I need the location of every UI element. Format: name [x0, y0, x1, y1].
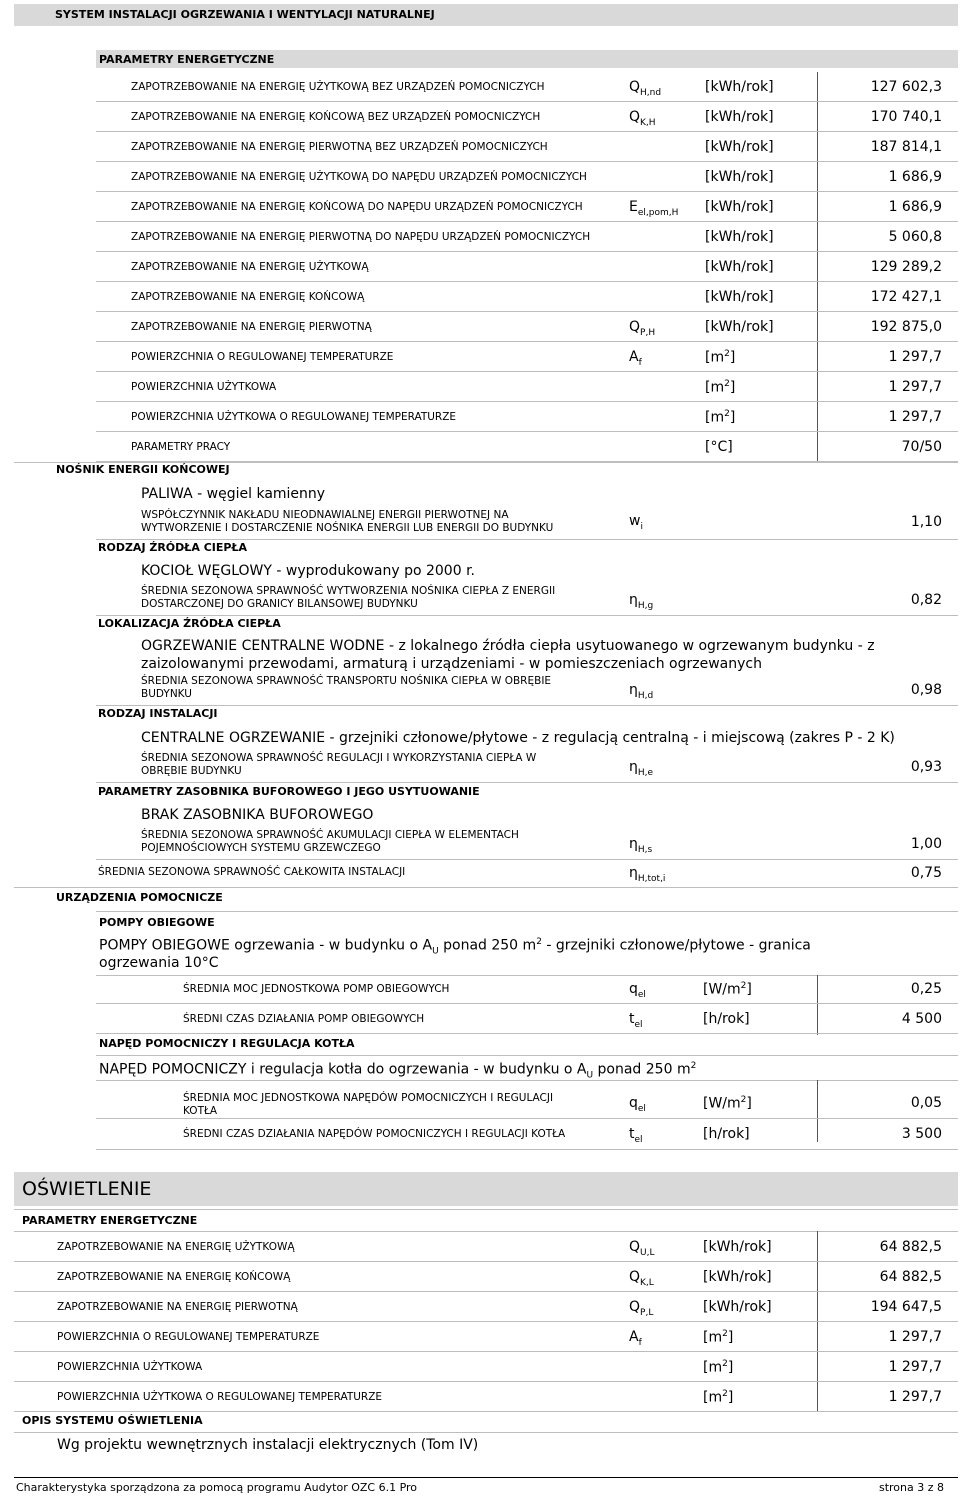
param-label: ZAPOTRZEBOWANIE NA ENERGIĘ KOŃCOWĄ [131, 291, 365, 303]
row-rule [14, 1381, 958, 1382]
eta-s-symbol: $\eta_{H,s}$ [629, 836, 653, 855]
param-label: POWIERZCHNIA UŻYTKOWA [57, 1361, 203, 1373]
param-unit: [kWh/rok] [705, 109, 774, 125]
eta-tot-label: ŚREDNIA SEZONOWA SPRAWNOŚĆ CAŁKOWITA INSTALACJI [98, 866, 406, 878]
param-unit: [h/rok] [703, 1011, 750, 1027]
param-symbol: $Q_{P,L}$ [629, 1299, 654, 1318]
wi-value: 1,10 [910, 514, 942, 530]
param-unit: $[W/m^2]$ [703, 981, 752, 998]
param-label: POWIERZCHNIA UŻYTKOWA O REGULOWANEJ TEMPERATURZE [57, 1391, 383, 1403]
buffer-text: BRAK ZASOBNIKA BUFOROWEGO [141, 807, 374, 823]
param-symbol: $Q_{P,H}$ [629, 319, 656, 338]
param-symbol: $Q_{U,L}$ [629, 1239, 655, 1258]
param-value: 3 500 [901, 1126, 942, 1142]
source-text: KOCIOŁ WĘGLOWY - wyprodukowany po 2000 r. [141, 563, 475, 579]
row-rule [96, 539, 958, 540]
eta-g-value: 0,82 [910, 592, 942, 608]
param-symbol: $A_f$ [629, 1329, 642, 1348]
param-value: 127 602,3 [870, 79, 942, 95]
param-label: ZAPOTRZEBOWANIE NA ENERGIĘ UŻYTKOWĄ [57, 1241, 295, 1253]
row-rule [14, 1351, 958, 1352]
eta-e-symbol: $\eta_{H,e}$ [629, 759, 654, 778]
param-value: 129 289,2 [870, 259, 942, 275]
param-label: ZAPOTRZEBOWANIE NA ENERGIĘ KOŃCOWĄ [57, 1271, 291, 1283]
param-unit: [°C] [705, 439, 733, 455]
row-rule [14, 1291, 958, 1292]
row-rule [96, 341, 958, 342]
param-label: ZAPOTRZEBOWANIE NA ENERGIĘ KOŃCOWĄ BEZ URZĄDZEŃ POMOCNICZYCH [131, 111, 541, 123]
param-unit: $[m^2]$ [703, 1389, 734, 1406]
pumps-header: POMPY OBIEGOWE [99, 916, 215, 929]
row-rule [14, 1261, 958, 1262]
row-rule [96, 101, 958, 102]
table-divider [817, 1080, 818, 1142]
param-label: ZAPOTRZEBOWANIE NA ENERGIĘ PIERWOTNĄ [57, 1301, 298, 1313]
eta-tot-value: 0,75 [910, 865, 942, 881]
param-symbol: $Q_{K,L}$ [629, 1269, 654, 1288]
row-rule [96, 191, 958, 192]
param-symbol: $Q_{H,nd}$ [629, 79, 662, 98]
param-label: ŚREDNIA MOC JEDNOSTKOWA NAPĘDÓW POMOCNICZYCH I REGULACJI KOTŁA [183, 1092, 554, 1117]
pumps-text-line1: POMPY OBIEGOWE ogrzewania - w budynku o $A_U$ ponad 250 $m^2$ - grzejniki członowe/płytowe - granica [99, 937, 811, 957]
wi-label: WSPÓŁCZYNNIK NAKŁADU NIEODNAWIALNEJ ENERGII PIERWOTNEJ NA WYTWORZENIE I DOSTARCZENIE NOŚNIKA ENERGII LUB ENERGII DO BUDYNKU [141, 509, 554, 534]
carrier-header: NOŚNIK ENERGII KOŃCOWEJ [56, 463, 230, 476]
params-header: PARAMETRY ENERGETYCZNE [99, 53, 275, 66]
param-unit: [kWh/rok] [705, 169, 774, 185]
lighting-desc-text: Wg projektu wewnętrznych instalacji elektrycznych (Tom IV) [57, 1437, 479, 1453]
param-label: PARAMETRY PRACY [131, 441, 231, 453]
param-unit: [kWh/rok] [703, 1269, 772, 1285]
param-symbol: $t_{el}$ [629, 1126, 643, 1145]
row-rule [96, 281, 958, 282]
param-label: ZAPOTRZEBOWANIE NA ENERGIĘ PIERWOTNĄ BEZ URZĄDZEŃ POMOCNICZYCH [131, 141, 548, 153]
param-unit: $[m^2]$ [705, 349, 736, 366]
row-rule [96, 311, 958, 312]
param-label: ŚREDNIA MOC JEDNOSTKOWA POMP OBIEGOWYCH [183, 983, 450, 995]
param-unit: $[W/m^2]$ [703, 1095, 752, 1112]
param-label: ZAPOTRZEBOWANIE NA ENERGIĘ PIERWOTNĄ DO NAPĘDU URZĄDZEŃ POMOCNICZYCH [131, 231, 591, 243]
param-value: 192 875,0 [870, 319, 942, 335]
pumps-text-line2: ogrzewania 10°C [99, 955, 219, 971]
row-rule [96, 615, 958, 616]
param-value: 1 297,7 [888, 1389, 942, 1405]
drive-header: NAPĘD POMOCNICZY I REGULACJA KOTŁA [99, 1037, 355, 1050]
param-value: 1 297,7 [888, 1359, 942, 1375]
install-header: RODZAJ INSTALACJI [98, 707, 218, 720]
aux-header: URZĄDZENIA POMOCNICZE [56, 891, 223, 904]
eta-d-symbol: $\eta_{H,d}$ [629, 682, 654, 701]
param-label: ŚREDNI CZAS DZIAŁANIA POMP OBIEGOWYCH [183, 1013, 425, 1025]
param-label: POWIERZCHNIA UŻYTKOWA [131, 381, 277, 393]
location-header: LOKALIZACJA ŹRÓDŁA CIEPŁA [98, 617, 281, 630]
row-rule [96, 975, 958, 976]
lighting-title: OŚWIETLENIE [22, 1178, 152, 1200]
eta-e-value: 0,93 [910, 759, 942, 775]
row-rule [96, 431, 958, 432]
param-unit: $[m^2]$ [703, 1329, 734, 1346]
param-unit: [kWh/rok] [705, 259, 774, 275]
carrier-text: PALIWA - węgiel kamienny [141, 486, 326, 502]
footer-left: Charakterystyka sporządzona za pomocą programu Audytor OZC 6.1 Pro [16, 1481, 418, 1494]
lighting-params-header: PARAMETRY ENERGETYCZNE [22, 1214, 198, 1227]
param-label: ZAPOTRZEBOWANIE NA ENERGIĘ UŻYTKOWĄ [131, 261, 369, 273]
table-divider [817, 975, 818, 1035]
param-symbol: $q_{el}$ [629, 1095, 646, 1114]
eta-d-value: 0,98 [910, 682, 942, 698]
param-label: ZAPOTRZEBOWANIE NA ENERGIĘ PIERWOTNĄ [131, 321, 372, 333]
row-rule [96, 251, 958, 252]
install-text: CENTRALNE OGRZEWANIE - grzejniki członowe/płytowe - z regulacją centralną - i miejscową (zakres P - 2 K) [141, 730, 895, 746]
param-label: POWIERZCHNIA O REGULOWANEJ TEMPERATURZE [57, 1331, 320, 1343]
param-value: 1 297,7 [888, 1329, 942, 1345]
param-value: 0,05 [910, 1095, 942, 1111]
param-unit: [kWh/rok] [705, 79, 774, 95]
row-rule [96, 401, 958, 402]
eta-g-label: ŚREDNIA SEZONOWA SPRAWNOŚĆ WYTWORZENIA NOŚNIKA CIEPŁA Z ENERGII DOSTARCZONEJ DO GRANICY BILANSOWEJ BUDYNKU [141, 585, 556, 610]
param-unit: $[m^2]$ [705, 379, 736, 396]
footer-page: strona 3 z 8 [878, 1481, 944, 1494]
eta-e-label: ŚREDNIA SEZONOWA SPRAWNOŚĆ REGULACJI I WYKORZYSTANIA CIEPŁA W OBRĘBIE BUDYNKU [141, 752, 537, 777]
row-rule [96, 131, 958, 132]
param-value: 187 814,1 [870, 139, 942, 155]
param-symbol: $Q_{K,H}$ [629, 109, 656, 128]
buffer-header: PARAMETRY ZASOBNIKA BUFOROWEGO I JEGO USYTUOWANIE [98, 785, 480, 798]
eta-d-label: ŚREDNIA SEZONOWA SPRAWNOŚĆ TRANSPORTU NOŚNIKA CIEPŁA W OBRĘBIE BUDYNKU [141, 675, 552, 700]
param-value: 1 297,7 [888, 379, 942, 395]
row-rule [14, 1411, 958, 1412]
param-value: 64 882,5 [879, 1239, 942, 1255]
param-value: 170 740,1 [870, 109, 942, 125]
param-symbol: $A_f$ [629, 349, 642, 368]
source-header: RODZAJ ŹRÓDŁA CIEPŁA [98, 541, 248, 554]
param-label: POWIERZCHNIA UŻYTKOWA O REGULOWANEJ TEMPERATURZE [131, 411, 457, 423]
param-value: 1 686,9 [888, 199, 942, 215]
row-rule [96, 161, 958, 162]
param-value: 0,25 [910, 981, 942, 997]
param-label: POWIERZCHNIA O REGULOWANEJ TEMPERATURZE [131, 351, 394, 363]
param-label: ŚREDNI CZAS DZIAŁANIA NAPĘDÓW POMOCNICZYCH I REGULACJI KOTŁA [183, 1128, 566, 1140]
lighting-desc-header: OPIS SYSTEMU OŚWIETLENIA [22, 1414, 203, 1427]
row-rule [96, 859, 958, 860]
eta-s-value: 1,00 [910, 836, 942, 852]
param-value: 194 647,5 [870, 1299, 942, 1315]
param-value: 1 297,7 [888, 409, 942, 425]
param-unit: [kWh/rok] [705, 319, 774, 335]
row-rule [96, 221, 958, 222]
row-rule [14, 1432, 958, 1433]
location-text: OGRZEWANIE CENTRALNE WODNE - z lokalnego źródła ciepła usytuowanego w ogrzewanym budynku - z zaizolowanymi przewodami, armaturą i urządzeniami - w pomieszczeniach ogrzewanych [141, 638, 875, 672]
row-rule [96, 1118, 958, 1119]
eta-s-label: ŚREDNIA SEZONOWA SPRAWNOŚĆ AKUMULACJI CIEPŁA W ELEMENTACH POJEMNOŚCIOWYCH SYSTEMU GRZEWCZEGO [141, 829, 519, 854]
param-label: ZAPOTRZEBOWANIE NA ENERGIĘ UŻYTKOWĄ DO NAPĘDU URZĄDZEŃ POMOCNICZYCH [131, 171, 587, 183]
lighting-title-band [14, 1172, 958, 1206]
param-value: 70/50 [901, 439, 942, 455]
param-unit: [kWh/rok] [705, 139, 774, 155]
param-symbol: $t_{el}$ [629, 1011, 643, 1030]
row-rule [96, 1003, 958, 1004]
param-unit: [kWh/rok] [703, 1239, 772, 1255]
param-symbol: $q_{el}$ [629, 981, 646, 1000]
param-unit: [kWh/rok] [705, 199, 774, 215]
param-value: 172 427,1 [870, 289, 942, 305]
param-unit: $[m^2]$ [705, 409, 736, 426]
param-label: ZAPOTRZEBOWANIE NA ENERGIĘ KOŃCOWĄ DO NAPĘDU URZĄDZEŃ POMOCNICZYCH [131, 201, 583, 213]
row-rule [96, 1055, 958, 1056]
eta-g-symbol: $\eta_{H,g}$ [629, 592, 654, 611]
row-rule [96, 1033, 958, 1034]
param-value: 1 297,7 [888, 349, 942, 365]
drive-text: NAPĘD POMOCNICZY i regulacja kotła do ogrzewania - w budynku o $A_U$ ponad 250 $m^2$ [99, 1061, 697, 1081]
row-rule [14, 1209, 958, 1210]
param-unit: [kWh/rok] [703, 1299, 772, 1315]
section-title: SYSTEM INSTALACJI OGRZEWANIA I WENTYLACJI NATURALNEJ [55, 8, 435, 21]
wi-symbol: $w_i$ [629, 513, 643, 532]
row-rule [96, 705, 958, 706]
row-rule [96, 911, 958, 912]
param-unit: $[m^2]$ [703, 1359, 734, 1376]
row-rule [96, 782, 958, 783]
param-label: ZAPOTRZEBOWANIE NA ENERGIĘ UŻYTKOWĄ BEZ URZĄDZEŃ POMOCNICZYCH [131, 81, 545, 93]
param-unit: [h/rok] [703, 1126, 750, 1142]
param-unit: [kWh/rok] [705, 289, 774, 305]
row-rule [96, 371, 958, 372]
row-rule [14, 1321, 958, 1322]
param-unit: [kWh/rok] [705, 229, 774, 245]
row-rule [14, 887, 958, 888]
footer-rule [14, 1477, 958, 1478]
param-symbol: $E_{el,pom,H}$ [629, 199, 679, 218]
row-rule [96, 1080, 958, 1081]
param-value: 4 500 [901, 1011, 942, 1027]
row-rule [96, 1149, 958, 1150]
eta-tot-symbol: $\eta_{H,tot,i}$ [629, 865, 666, 884]
param-value: 64 882,5 [879, 1269, 942, 1285]
param-value: 1 686,9 [888, 169, 942, 185]
param-value: 5 060,8 [888, 229, 942, 245]
